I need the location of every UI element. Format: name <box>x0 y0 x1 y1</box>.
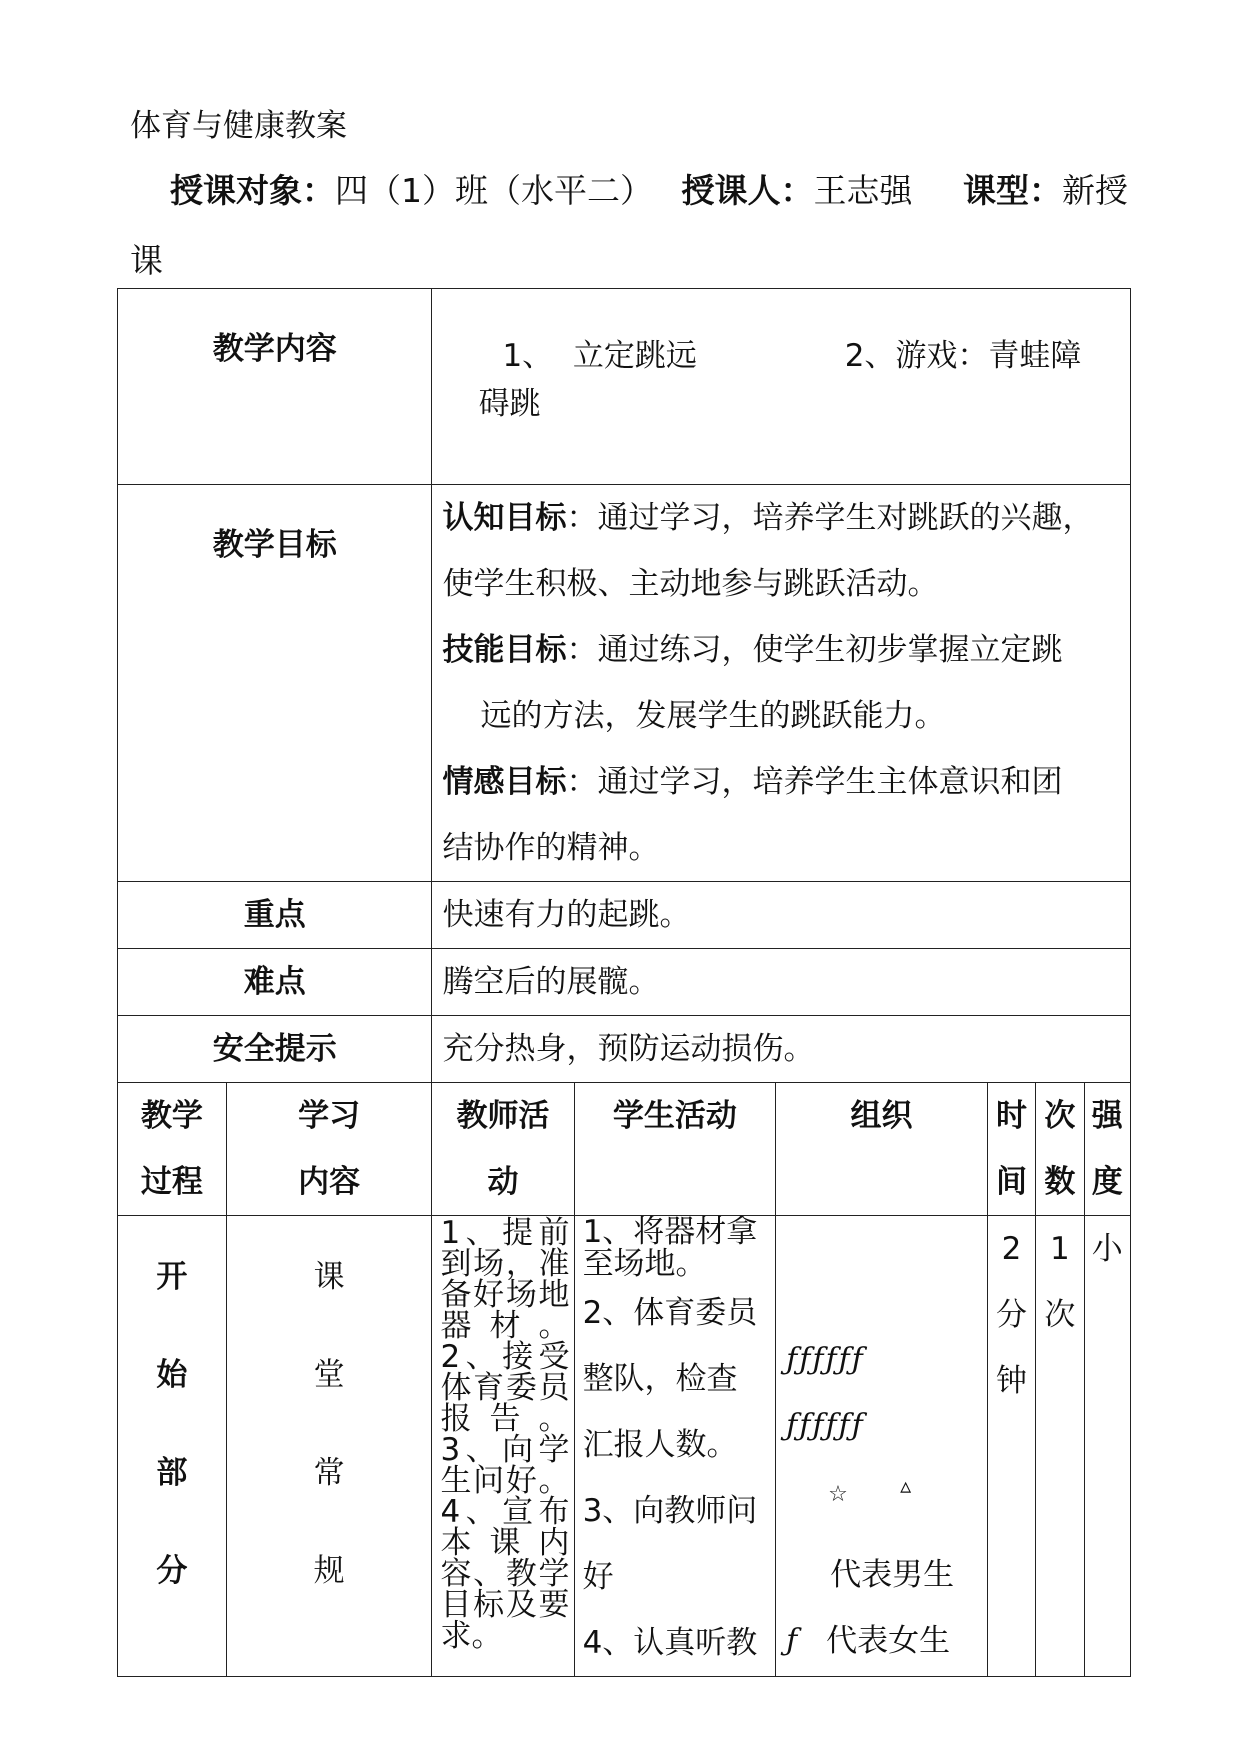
student-activity-line: 2、体育委员 <box>582 1295 758 1331</box>
header-teacher: 教师活 动 <box>432 1083 574 1216</box>
formation-row-1: ƒƒƒƒƒƒ <box>786 1342 865 1377</box>
student-activity-line: 好 <box>582 1559 614 1595</box>
header-row <box>118 1083 1131 1216</box>
safety-label: 安全提示 <box>118 1016 432 1083</box>
legend-female: 代表女生 <box>826 1623 951 1659</box>
goal-emotion-cont: 结协作的精神。 <box>442 830 660 866</box>
process-cell: 开 始 部 分 <box>118 1216 227 1677</box>
time-cell: 2 分 钟 <box>987 1216 1035 1677</box>
student-activity-cell <box>574 1216 776 1677</box>
teacher-label: 授课人： <box>681 171 814 210</box>
triangle-icon: ▵ <box>900 1474 912 1499</box>
key-label: 重点 <box>118 882 432 949</box>
header-org: 组织 <box>776 1083 988 1216</box>
key-text: 快速有力的起跳。 <box>432 882 1131 949</box>
header-time: 时 间 <box>987 1083 1035 1216</box>
header-study: 学习 内容 <box>226 1083 432 1216</box>
teacher-activity-cell <box>432 1216 574 1677</box>
content-label: 教学内容 <box>212 331 337 367</box>
document-title: 体育与健康教案 <box>130 108 347 144</box>
lesson-plan-table <box>117 288 1131 1677</box>
target-value: 四（1）班（水平二） <box>335 171 653 210</box>
type-label: 课型： <box>963 171 1062 210</box>
safety-text: 充分热身，预防运动损伤。 <box>432 1016 1131 1083</box>
opening-section-row <box>118 1216 1131 1677</box>
goal-cognitive-cont: 使学生积极、主动地参与跳跃活动。 <box>442 566 939 602</box>
header-process: 教学 过程 <box>118 1083 227 1216</box>
difficulty-text: 腾空后的展髋。 <box>432 949 1131 1016</box>
goal-skill: 技能目标：通过练习，使学生初步掌握立定跳 <box>442 632 1063 668</box>
type-value: 新授 <box>1062 171 1128 210</box>
header-student: 学生活动 <box>574 1083 776 1216</box>
difficulty-row <box>118 949 1131 1016</box>
legend-female-symbol: ƒ <box>786 1623 800 1658</box>
content-line-1: 1、 立定跳远 2、游戏：青蛙障 <box>502 338 1082 374</box>
goals-row <box>118 485 1131 882</box>
study-cell: 课 堂 常 规 <box>226 1216 432 1677</box>
header-count: 次 数 <box>1036 1083 1084 1216</box>
key-row <box>118 882 1131 949</box>
student-activity-line: 4、认真听教 <box>582 1625 758 1661</box>
goal-cognitive: 认知目标：通过学习，培养学生对跳跃的兴趣， <box>442 500 1094 536</box>
content-line-2: 碍跳 <box>478 386 541 422</box>
teacher-star-icon: ☆ <box>828 1482 848 1507</box>
goal-label: 教学目标 <box>212 527 337 563</box>
goal-emotion: 情感目标：通过学习，培养学生主体意识和团 <box>442 764 1063 800</box>
student-activity-line: 3、向教师问 <box>582 1493 758 1529</box>
legend-male: 代表男生 <box>830 1557 955 1593</box>
safety-row <box>118 1016 1131 1083</box>
teacher-activity: 1、提前到场，准备好场地器材。2、接受体育委员报告。3、向学生问好。4、宣布本课内容、教学目标及要求。 <box>440 1215 570 1654</box>
target-label: 授课对象： <box>170 171 335 210</box>
count-cell: 1 次 <box>1036 1216 1084 1677</box>
student-activity-1: 1、将器材拿至场地。 <box>582 1214 758 1282</box>
content-row <box>118 289 1131 485</box>
header-intensity: 强 度 <box>1084 1083 1130 1216</box>
organization-cell <box>776 1216 988 1677</box>
type-value-wrap: 课 <box>130 241 163 280</box>
difficulty-label: 难点 <box>118 949 432 1016</box>
teacher-value: 王志强 <box>813 171 913 210</box>
student-activity-line: 整队，检查 <box>582 1361 738 1397</box>
student-activity-line: 汇报人数。 <box>582 1427 738 1463</box>
goal-skill-cont: 远的方法，发展学生的跳跃能力。 <box>480 698 946 734</box>
formation-row-2: ƒƒƒƒƒƒ <box>786 1408 865 1443</box>
intensity-cell: 小 <box>1084 1216 1130 1677</box>
lesson-meta <box>170 165 1128 212</box>
